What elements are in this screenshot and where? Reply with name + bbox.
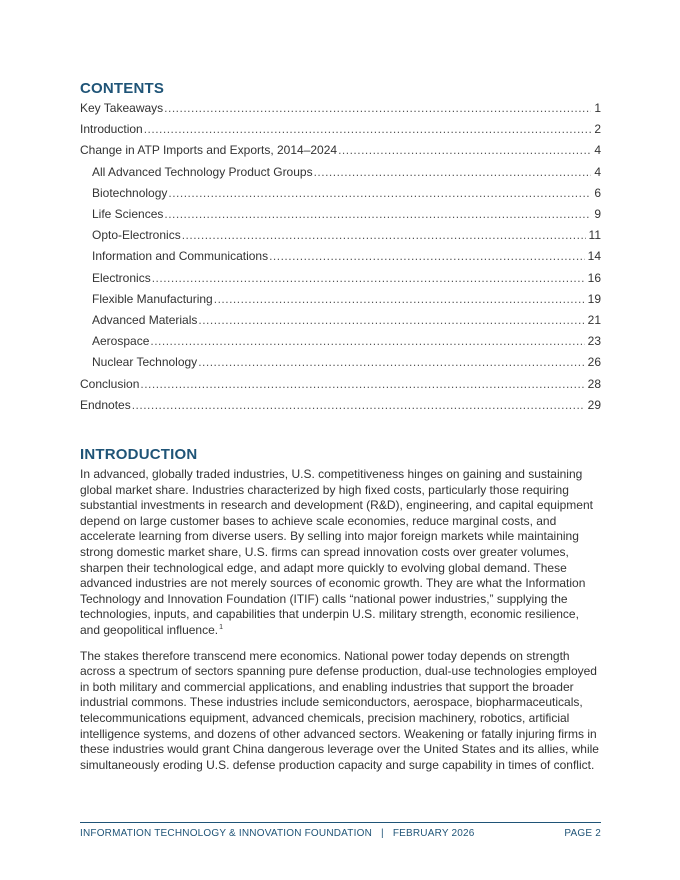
toc-entry-page: 29	[587, 397, 601, 412]
page-footer	[80, 828, 601, 839]
footer-left	[80, 828, 475, 839]
toc-entry-conclusion[interactable]	[80, 374, 601, 395]
introduction-paragraph-2: The stakes therefore transcend mere economics. National power today depends on strength across a spectrum of sectors spanning pure defense production, dual-use technologies employed in both military and commercial applications, and enabling industries that support the broader industrial commons. These industries include semiconductors, aerospace, biopharmaceuticals, telecommunications equipment, advanced chemicals, precision machinery, robotics, artificial intelligence systems, and dozens of other advanced sectors. Weakening or fatally injuring firms in these industries would grant China dangerous leverage over the United States and its allies, while simultaneously eroding U.S. defense production capacity and surge capability in times of conflict.	[80, 648, 599, 772]
toc-entry-label: Introduction	[80, 122, 143, 137]
toc-entry-opto-electronics[interactable]	[80, 225, 601, 246]
toc-leader-dots	[132, 395, 585, 416]
toc-entry-label: Endnotes	[80, 397, 131, 412]
introduction-section	[80, 446, 601, 773]
toc-entry-page: 21	[587, 313, 601, 328]
toc-entry-label: Opto-Electronics	[92, 228, 181, 243]
toc-entry-label: Conclusion	[80, 376, 140, 391]
introduction-paragraph-1	[80, 467, 601, 639]
page-body	[80, 80, 601, 783]
toc-entry-nuclear-technology[interactable]	[80, 352, 601, 373]
toc-entry-endnotes[interactable]	[80, 395, 601, 416]
introduction-heading: INTRODUCTION	[80, 446, 198, 464]
toc-entry-label: Flexible Manufacturing	[92, 291, 213, 306]
toc-entry-label: Aerospace	[92, 334, 150, 349]
toc-leader-dots	[338, 140, 591, 161]
toc-entry-page: 19	[587, 291, 601, 306]
toc-entry-life-sciences[interactable]	[80, 204, 601, 225]
toc-entry-page: 2	[594, 122, 601, 137]
toc-entry-aerospace[interactable]	[80, 331, 601, 352]
footnote-reference[interactable]: 1	[219, 623, 224, 631]
toc-leader-dots	[144, 119, 592, 140]
toc-entry-label: All Advanced Technology Product Groups	[92, 164, 313, 179]
toc-entry-label: Key Takeaways	[80, 101, 164, 115]
table-of-contents	[80, 98, 601, 416]
toc-leader-dots	[198, 310, 584, 331]
footer-separator: |	[381, 828, 384, 839]
toc-entry-label: Electronics	[92, 270, 151, 285]
toc-entry-page: 14	[587, 249, 601, 264]
toc-entry-label: Nuclear Technology	[92, 355, 198, 370]
toc-entry-page: 4	[594, 164, 601, 179]
footer-divider	[80, 822, 601, 823]
toc-entry-page: 9	[594, 207, 601, 222]
toc-entry-page: 26	[587, 355, 601, 370]
toc-entry-introduction[interactable]	[80, 119, 601, 140]
toc-leader-dots	[314, 162, 592, 183]
toc-entry-advanced-materials[interactable]	[80, 310, 601, 331]
footer-page-number: PAGE 2	[564, 828, 601, 839]
toc-leader-dots	[214, 289, 585, 310]
toc-entry-change-in-atp[interactable]	[80, 140, 601, 161]
toc-entry-all-atp-groups[interactable]	[80, 162, 601, 183]
toc-leader-dots	[140, 374, 584, 395]
toc-entry-label: Advanced Materials	[92, 313, 198, 328]
toc-entry-page: 1	[594, 101, 601, 115]
toc-leader-dots	[269, 246, 585, 267]
toc-entry-label: Life Sciences	[92, 207, 164, 222]
toc-entry-page: 28	[587, 376, 601, 391]
toc-entry-electronics[interactable]	[80, 268, 601, 289]
toc-entry-label: Biotechnology	[92, 185, 168, 200]
contents-heading: CONTENTS	[80, 80, 165, 97]
toc-entry-page: 23	[587, 334, 601, 349]
toc-entry-biotechnology[interactable]	[80, 183, 601, 204]
toc-entry-page: 6	[594, 185, 601, 200]
toc-entry-key-takeaways[interactable]	[80, 98, 601, 119]
toc-leader-dots	[152, 268, 585, 289]
toc-leader-dots	[164, 98, 591, 119]
toc-leader-dots	[168, 183, 591, 204]
toc-entry-label: Change in ATP Imports and Exports, 2014–2024	[80, 143, 338, 158]
toc-entry-page: 16	[587, 270, 601, 285]
toc-leader-dots	[150, 331, 584, 352]
toc-entry-label: Information and Communications	[92, 249, 269, 264]
toc-leader-dots	[182, 225, 586, 246]
toc-entry-information-and-communications[interactable]	[80, 246, 601, 267]
paragraph-text: In advanced, globally traded industries, U.S. competitiveness hinges on gaining and sustaining global market share. Industries characterized by high fixed costs, particularly those requiring substantial investments in research and development (R&D), engineering, and capital equipment depend on large customer bases to achieve scale economies, reduce marginal costs, and accelerate learning from diverse users. By selling into major foreign markets while maintaining strong domestic market share, U.S. firms can spread innovation costs over greater volumes, sharpen their technological edge, and adapt more quickly to evolving global demand. These advanced industries are not merely sources of economic growth. They are what the Information Technology and Innovation Foundation (ITIF) calls “national power industries,” supplying the technologies, inputs, and capabilities that underpin U.S. military strength, economic resilience, and geopolitical influence.	[80, 467, 593, 637]
toc-entry-flexible-manufacturing[interactable]	[80, 289, 601, 310]
toc-leader-dots	[198, 352, 584, 373]
toc-entry-page: 4	[594, 143, 601, 158]
toc-entry-page: 11	[588, 228, 601, 243]
toc-leader-dots	[164, 204, 591, 225]
footer-organization: INFORMATION TECHNOLOGY & INNOVATION FOUNDATION	[80, 828, 372, 839]
footer-date: FEBRUARY 2026	[392, 828, 475, 839]
